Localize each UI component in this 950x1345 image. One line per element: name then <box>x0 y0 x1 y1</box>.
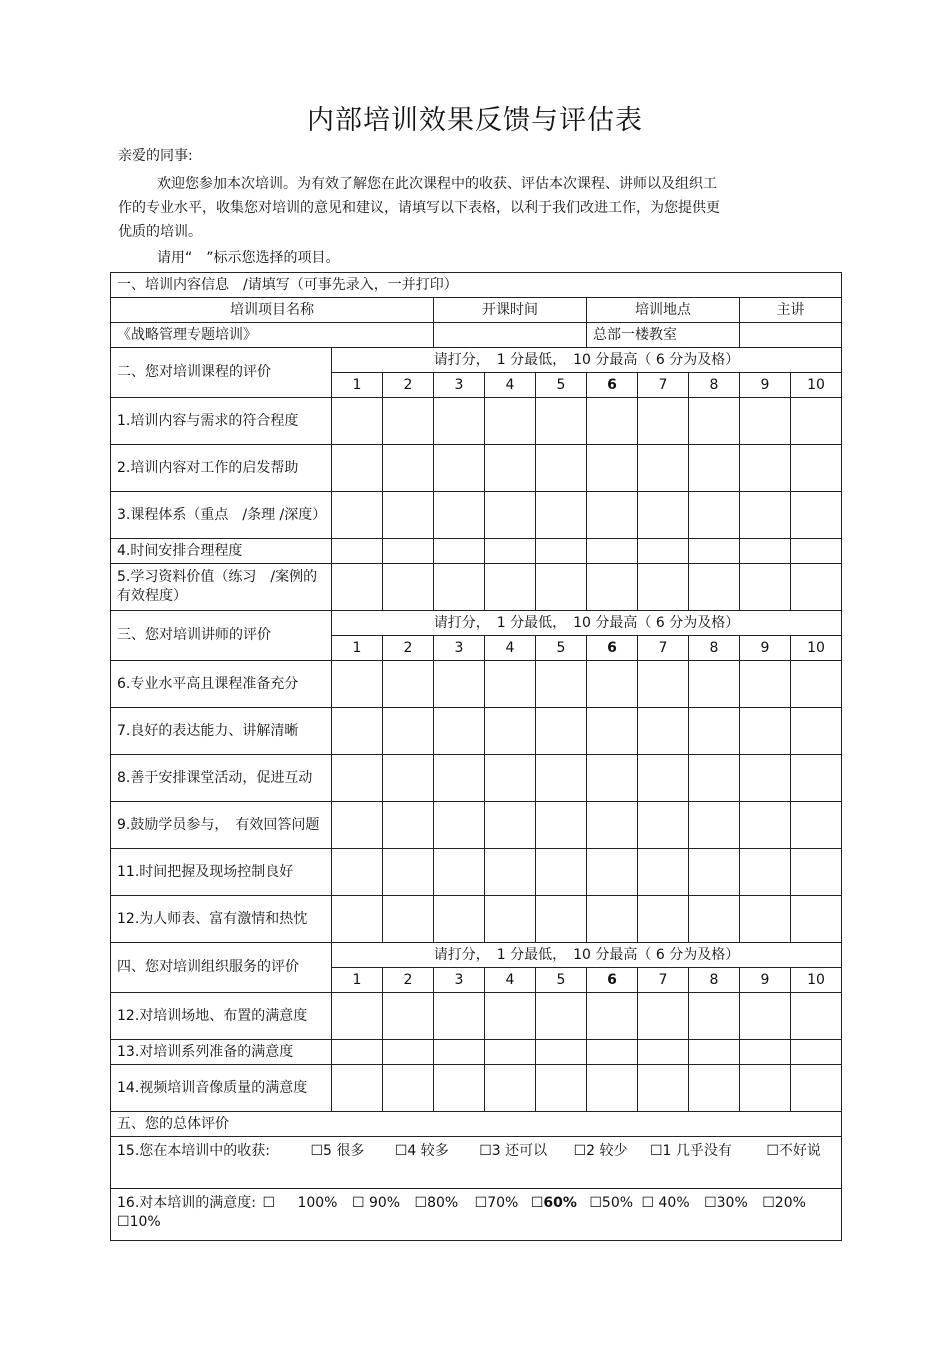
score-cell[interactable] <box>485 755 536 802</box>
score-label: 10 <box>791 373 842 398</box>
score-cell[interactable] <box>740 661 791 708</box>
score-label: 1 <box>332 636 383 661</box>
rating-row <box>111 661 842 708</box>
score-cell[interactable] <box>485 708 536 755</box>
q15-label: 15.您在本培训中的收获: <box>117 1143 270 1159</box>
score-cell[interactable] <box>791 993 842 1040</box>
score-label: 1 <box>332 968 383 993</box>
score-cell[interactable] <box>740 1065 791 1112</box>
score-cell[interactable] <box>434 661 485 708</box>
score-cell[interactable] <box>791 539 842 564</box>
q16-row <box>111 1189 842 1241</box>
score-cell[interactable] <box>434 755 485 802</box>
score-label: 4 <box>485 636 536 661</box>
score-cell[interactable] <box>587 708 638 755</box>
score-cell[interactable] <box>536 849 587 896</box>
score-cell[interactable] <box>485 896 536 943</box>
score-label: 1 <box>332 373 383 398</box>
q16-option[interactable]: ☐10% <box>117 1214 161 1230</box>
score-cell[interactable] <box>587 802 638 849</box>
score-cell[interactable] <box>638 802 689 849</box>
score-cell[interactable] <box>332 539 383 564</box>
rating-item-label: 14.视频培训音像质量的满意度 <box>111 1065 332 1112</box>
score-cell[interactable] <box>740 1040 791 1065</box>
score-cell[interactable] <box>689 445 740 492</box>
score-cell[interactable] <box>689 802 740 849</box>
rating-item-label: 8.善于安排课堂活动，促进互动 <box>111 755 332 802</box>
score-cell[interactable] <box>791 564 842 611</box>
score-cell[interactable] <box>791 492 842 539</box>
score-cell[interactable] <box>434 564 485 611</box>
col-lecturer: 主讲 <box>740 298 842 323</box>
rating-row <box>111 802 842 849</box>
rating-row <box>111 708 842 755</box>
score-cell[interactable] <box>638 1040 689 1065</box>
q15-row <box>111 1137 842 1189</box>
score-cell[interactable] <box>587 398 638 445</box>
score-cell[interactable] <box>332 1040 383 1065</box>
score-cell[interactable] <box>536 564 587 611</box>
score-cell[interactable] <box>740 802 791 849</box>
score-label: 10 <box>791 636 842 661</box>
score-cell[interactable] <box>689 896 740 943</box>
rating-row <box>111 755 842 802</box>
score-cell[interactable] <box>587 1065 638 1112</box>
score-cell[interactable] <box>383 896 434 943</box>
score-label: 5 <box>536 636 587 661</box>
score-note: 请打分， 1 分最低， 10 分最高（ 6 分为及格） <box>332 348 842 373</box>
score-cell[interactable] <box>587 755 638 802</box>
score-cell[interactable] <box>689 993 740 1040</box>
section3-header: 三、您对培训讲师的评价 <box>111 611 332 661</box>
score-cell[interactable] <box>383 993 434 1040</box>
score-cell[interactable] <box>638 539 689 564</box>
score-cell[interactable] <box>689 755 740 802</box>
project-name-value[interactable]: 《战略管理专题培训》 <box>111 323 434 348</box>
greeting: 亲爱的同事: <box>118 148 193 164</box>
score-cell[interactable] <box>638 398 689 445</box>
score-cell[interactable] <box>485 1040 536 1065</box>
start-time-value[interactable] <box>434 323 587 348</box>
score-label: 2 <box>383 373 434 398</box>
score-cell[interactable] <box>332 849 383 896</box>
score-cell[interactable] <box>740 755 791 802</box>
rating-item-label: 11.时间把握及现场控制良好 <box>111 849 332 896</box>
score-cell[interactable] <box>434 1040 485 1065</box>
score-cell[interactable] <box>740 896 791 943</box>
score-cell[interactable] <box>638 993 689 1040</box>
score-cell[interactable] <box>587 661 638 708</box>
rating-item-label: 3.课程体系（重点 /条理 /深度） <box>111 492 332 539</box>
score-cell[interactable] <box>536 539 587 564</box>
score-label: 2 <box>383 636 434 661</box>
score-cell[interactable] <box>536 993 587 1040</box>
score-cell[interactable] <box>689 492 740 539</box>
score-cell[interactable] <box>332 661 383 708</box>
score-cell[interactable] <box>740 708 791 755</box>
q15-option[interactable]: ☐4 较多 <box>394 1143 449 1159</box>
rating-item-label: 1.培训内容与需求的符合程度 <box>111 398 332 445</box>
score-label: 8 <box>689 373 740 398</box>
col-location: 培训地点 <box>587 298 740 323</box>
rating-row <box>111 564 842 611</box>
q16-option[interactable]: ☐50% <box>589 1195 634 1211</box>
section5-header: 五、您的总体评价 <box>111 1112 842 1137</box>
score-cell[interactable] <box>383 755 434 802</box>
intro-line-2: 作的专业水平，收集您对培训的意见和建议，请填写以下表格，以利于我们改进工作，为您提供更 <box>118 200 720 216</box>
score-cell[interactable] <box>689 661 740 708</box>
score-label: 7 <box>638 373 689 398</box>
score-cell[interactable] <box>536 896 587 943</box>
score-cell[interactable] <box>434 896 485 943</box>
location-value[interactable]: 总部一楼教室 <box>587 323 740 348</box>
rating-item-label: 12.对培训场地、布置的满意度 <box>111 993 332 1040</box>
score-cell[interactable] <box>638 492 689 539</box>
score-cell[interactable] <box>536 1065 587 1112</box>
score-cell[interactable] <box>536 445 587 492</box>
score-cell[interactable] <box>536 492 587 539</box>
score-label: 9 <box>740 373 791 398</box>
lecturer-value[interactable] <box>740 323 842 348</box>
score-cell[interactable] <box>689 1065 740 1112</box>
score-cell[interactable] <box>332 755 383 802</box>
score-cell[interactable] <box>587 445 638 492</box>
score-label: 8 <box>689 636 740 661</box>
score-cell[interactable] <box>587 896 638 943</box>
score-label: 3 <box>434 968 485 993</box>
score-label: 4 <box>485 373 536 398</box>
score-label: 5 <box>536 968 587 993</box>
score-cell[interactable] <box>689 398 740 445</box>
score-cell[interactable] <box>332 492 383 539</box>
page-title: 内部培训效果反馈与评估表 <box>307 105 643 136</box>
score-cell[interactable] <box>587 993 638 1040</box>
score-cell[interactable] <box>383 708 434 755</box>
score-cell[interactable] <box>536 661 587 708</box>
score-label: 7 <box>638 968 689 993</box>
score-cell[interactable] <box>791 755 842 802</box>
score-label: 6 <box>587 968 638 993</box>
score-cell[interactable] <box>383 539 434 564</box>
evaluation-table <box>110 272 842 1241</box>
score-cell[interactable] <box>434 849 485 896</box>
score-cell[interactable] <box>791 708 842 755</box>
rating-item-label: 13.对培训系列准备的满意度 <box>111 1040 332 1065</box>
rating-row <box>111 896 842 943</box>
score-cell[interactable] <box>332 708 383 755</box>
score-cell[interactable] <box>689 1040 740 1065</box>
score-cell[interactable] <box>791 661 842 708</box>
score-cell[interactable] <box>383 492 434 539</box>
score-cell[interactable] <box>485 564 536 611</box>
score-cell[interactable] <box>383 564 434 611</box>
score-label: 7 <box>638 636 689 661</box>
score-cell[interactable] <box>791 849 842 896</box>
score-cell[interactable] <box>740 564 791 611</box>
score-cell[interactable] <box>332 896 383 943</box>
q16-option[interactable]: ☐ 90% <box>351 1195 401 1211</box>
rating-item-label: 9.鼓励学员参与， 有效回答问题 <box>111 802 332 849</box>
score-cell[interactable] <box>383 445 434 492</box>
score-label: 10 <box>791 968 842 993</box>
score-cell[interactable] <box>536 708 587 755</box>
score-cell[interactable] <box>791 1040 842 1065</box>
score-cell[interactable] <box>587 564 638 611</box>
instruction: 请用“ ”标示您选择的项目。 <box>157 250 340 266</box>
q15-option[interactable]: ☐1 几乎没有 <box>649 1143 732 1159</box>
q15-option[interactable]: ☐3 还可以 <box>479 1143 548 1159</box>
score-cell[interactable] <box>536 1040 587 1065</box>
score-label: 9 <box>740 636 791 661</box>
score-cell[interactable] <box>332 564 383 611</box>
score-cell[interactable] <box>740 492 791 539</box>
score-label: 3 <box>434 636 485 661</box>
score-cell[interactable] <box>485 492 536 539</box>
score-cell[interactable] <box>791 1065 842 1112</box>
score-cell[interactable] <box>434 445 485 492</box>
score-cell[interactable] <box>740 993 791 1040</box>
score-cell[interactable] <box>485 539 536 564</box>
score-cell[interactable] <box>485 661 536 708</box>
score-label: 8 <box>689 968 740 993</box>
score-cell[interactable] <box>383 849 434 896</box>
score-cell[interactable] <box>383 802 434 849</box>
score-cell[interactable] <box>791 802 842 849</box>
score-cell[interactable] <box>536 802 587 849</box>
score-cell[interactable] <box>587 849 638 896</box>
score-cell[interactable] <box>587 492 638 539</box>
q15-option[interactable]: ☐不好说 <box>766 1143 821 1159</box>
score-cell[interactable] <box>434 539 485 564</box>
q15-option[interactable]: ☐5 很多 <box>310 1143 365 1159</box>
q16-option[interactable]: ☐60% <box>530 1195 577 1211</box>
score-cell[interactable] <box>638 896 689 943</box>
score-cell[interactable] <box>536 398 587 445</box>
rating-item-label: 7.良好的表达能力、讲解清晰 <box>111 708 332 755</box>
score-label: 9 <box>740 968 791 993</box>
score-cell[interactable] <box>587 539 638 564</box>
score-cell[interactable] <box>485 1065 536 1112</box>
score-cell[interactable] <box>638 661 689 708</box>
score-cell[interactable] <box>638 1065 689 1112</box>
score-label: 4 <box>485 968 536 993</box>
score-cell[interactable] <box>383 1065 434 1112</box>
q16-option[interactable]: ☐30% <box>704 1195 748 1211</box>
score-label: 3 <box>434 373 485 398</box>
intro-line-3: 优质的培训。 <box>118 224 202 240</box>
score-cell[interactable] <box>485 398 536 445</box>
rating-row <box>111 1065 842 1112</box>
rating-item-label: 6.专业水平高且课程准备充分 <box>111 661 332 708</box>
section2-header: 二、您对培训课程的评价 <box>111 348 332 398</box>
score-cell[interactable] <box>689 849 740 896</box>
score-cell[interactable] <box>434 1065 485 1112</box>
score-cell[interactable] <box>434 492 485 539</box>
score-cell[interactable] <box>332 398 383 445</box>
score-cell[interactable] <box>485 849 536 896</box>
score-cell[interactable] <box>638 564 689 611</box>
score-cell[interactable] <box>332 802 383 849</box>
score-cell[interactable] <box>740 539 791 564</box>
score-cell[interactable] <box>332 993 383 1040</box>
score-cell[interactable] <box>383 661 434 708</box>
rating-row <box>111 539 842 564</box>
rating-row <box>111 993 842 1040</box>
col-project-name: 培训项目名称 <box>111 298 434 323</box>
intro-line-1: 欢迎您参加本次培训。为有效了解您在此次课程中的收获、评估本次课程、讲师以及组织工 <box>157 176 717 192</box>
score-label: 2 <box>383 968 434 993</box>
score-cell[interactable] <box>434 802 485 849</box>
score-label: 6 <box>587 636 638 661</box>
score-cell[interactable] <box>383 1040 434 1065</box>
score-cell[interactable] <box>587 1040 638 1065</box>
score-note: 请打分， 1 分最低， 10 分最高（ 6 分为及格） <box>332 611 842 636</box>
rating-row <box>111 445 842 492</box>
score-cell[interactable] <box>485 802 536 849</box>
score-cell[interactable] <box>791 896 842 943</box>
score-label: 5 <box>536 373 587 398</box>
score-cell[interactable] <box>332 1065 383 1112</box>
score-note: 请打分， 1 分最低， 10 分最高（ 6 分为及格） <box>332 943 842 968</box>
score-cell[interactable] <box>740 398 791 445</box>
rating-item-label: 5.学习资料价值（练习 /案例的有效程度） <box>111 564 332 611</box>
score-cell[interactable] <box>434 398 485 445</box>
rating-item-label: 4.时间安排合理程度 <box>111 539 332 564</box>
rating-row <box>111 492 842 539</box>
q16-option[interactable]: ☐20% <box>762 1195 806 1211</box>
score-cell[interactable] <box>740 849 791 896</box>
score-cell[interactable] <box>689 708 740 755</box>
score-cell[interactable] <box>434 993 485 1040</box>
score-cell[interactable] <box>536 755 587 802</box>
q16-option[interactable]: ☐ 100% <box>262 1195 338 1211</box>
rating-row <box>111 849 842 896</box>
section4-header: 四、您对培训组织服务的评价 <box>111 943 332 993</box>
q16-label: 16.对本培训的满意度: <box>117 1195 256 1211</box>
q16-option[interactable]: ☐ 40% <box>641 1195 690 1211</box>
score-cell[interactable] <box>638 708 689 755</box>
score-cell[interactable] <box>485 445 536 492</box>
q16-option[interactable]: ☐70% <box>474 1195 519 1211</box>
q15-option[interactable]: ☐2 较少 <box>573 1143 628 1159</box>
score-cell[interactable] <box>332 445 383 492</box>
rating-row <box>111 398 842 445</box>
score-cell[interactable] <box>638 849 689 896</box>
col-start-time: 开课时间 <box>434 298 587 323</box>
score-cell[interactable] <box>383 398 434 445</box>
score-cell[interactable] <box>485 993 536 1040</box>
score-cell[interactable] <box>689 564 740 611</box>
rating-row <box>111 1040 842 1065</box>
rating-item-label: 12.为人师表、富有激情和热忱 <box>111 896 332 943</box>
score-cell[interactable] <box>791 398 842 445</box>
score-cell[interactable] <box>740 445 791 492</box>
score-cell[interactable] <box>689 539 740 564</box>
score-cell[interactable] <box>434 708 485 755</box>
score-label: 6 <box>587 373 638 398</box>
rating-item-label: 2.培训内容对工作的启发帮助 <box>111 445 332 492</box>
section1-header: 一、培训内容信息 /请填写（可事先录入，一并打印） <box>111 273 842 298</box>
q16-option[interactable]: ☐80% <box>414 1195 459 1211</box>
score-cell[interactable] <box>638 445 689 492</box>
score-cell[interactable] <box>638 755 689 802</box>
score-cell[interactable] <box>791 445 842 492</box>
